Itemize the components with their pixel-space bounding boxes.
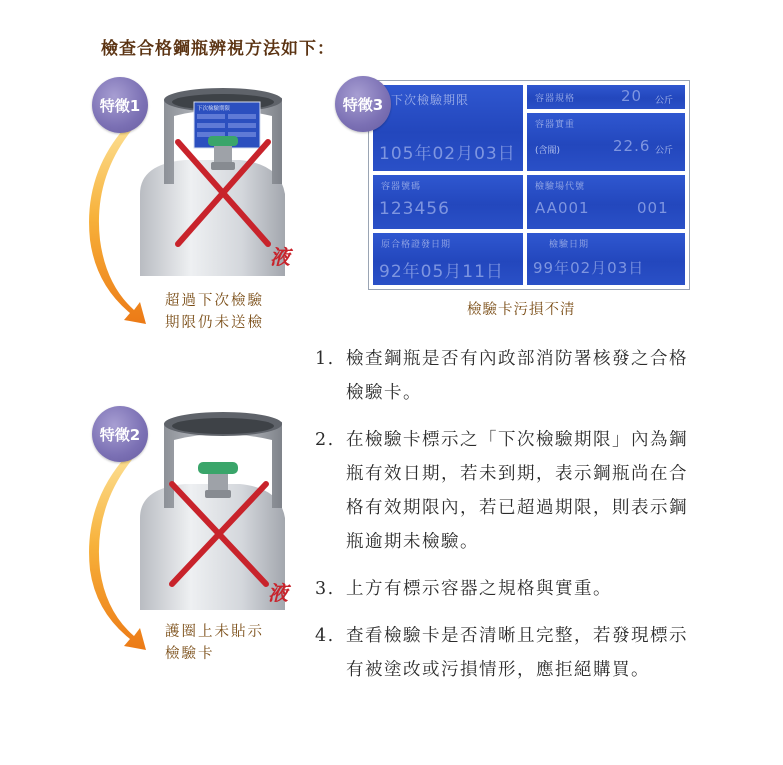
steps-list (313, 342, 698, 700)
page-title: 檢查合格鋼瓶辨視方法如下： (101, 39, 335, 59)
card-cell-inspection-date (527, 233, 685, 285)
card-value: 99年02月03日 (533, 259, 645, 277)
feature-1-caption-line-1: 超過下次檢驗 (165, 293, 264, 309)
card-cell-original-date (373, 233, 523, 285)
list-item (313, 572, 698, 606)
card-value: 92年05月11日 (379, 262, 504, 282)
card-label: 容器號碼 (381, 182, 422, 192)
list-item (313, 342, 698, 410)
feature-3-badge: 特徵3 (335, 76, 391, 132)
arrow-icon (82, 110, 172, 330)
card-cell-spec (527, 85, 685, 109)
card-value: 105年02月03日 (379, 144, 516, 164)
cylinder-mark-1: 液 (270, 245, 290, 269)
card-value: 22.6 (613, 137, 651, 155)
card-label: 原合格證發日期 (381, 240, 452, 250)
arrow-icon (82, 440, 172, 655)
step-number: 2. (315, 430, 335, 450)
step-number: 4. (315, 626, 335, 646)
card-unit: 公斤 (655, 96, 674, 106)
step-text: 在檢驗卡標示之「下次檢驗期限」內為鋼瓶有效日期，若未到期，表示鋼瓶尚在合格有效期限內，若已超過期限，則表示鋼瓶逾期未檢驗。 (346, 430, 688, 552)
step-number: 1. (315, 349, 335, 369)
step-text: 檢查鋼瓶是否有內政部消防署核發之合格檢驗卡。 (346, 349, 688, 403)
card-value: 123456 (379, 199, 450, 219)
card-unit: 公斤 (655, 146, 674, 156)
feature-1-caption (165, 290, 264, 334)
feature-3-caption: 檢驗卡污損不清 (467, 302, 576, 318)
card-cell-weight (527, 113, 685, 171)
card-label: 容器實重 (535, 120, 576, 130)
list-item (313, 619, 698, 687)
list-item (313, 423, 698, 559)
card-value-2: 001 (637, 199, 669, 217)
step-text: 查看檢驗卡是否清晰且完整，若發現標示有被塗改或污損情形，應拒絕購買。 (346, 626, 688, 680)
cylinder-mark-2: 液 (268, 581, 288, 605)
card-label: 檢驗場代號 (535, 182, 586, 192)
card-label: 容器規格 (535, 94, 576, 104)
card-value: AA001 (535, 199, 590, 217)
step-number: 3. (315, 579, 335, 599)
card-label: 檢驗日期 (549, 240, 590, 250)
card-value: 20 (621, 87, 643, 105)
feature-2-caption-line-2: 檢驗卡 (165, 646, 215, 662)
card-label: 下次檢驗期限 (391, 93, 470, 107)
inspection-card (368, 80, 690, 290)
feature-2-badge: 特徵2 (92, 406, 148, 462)
card-cell-next-inspection (373, 85, 523, 171)
card-cell-container-number (373, 175, 523, 229)
mini-card-label: 下次檢驗期限 (197, 106, 231, 112)
card-prefix: (含閥) (535, 146, 561, 156)
card-cell-station-code (527, 175, 685, 229)
step-text: 上方有標示容器之規格與實重。 (346, 579, 612, 599)
feature-1-caption-line-2: 期限仍未送檢 (165, 315, 264, 331)
feature-1-badge: 特徵1 (92, 77, 148, 133)
feature-2-caption (165, 621, 264, 665)
feature-2-caption-line-1: 護圈上未貼示 (165, 624, 264, 640)
